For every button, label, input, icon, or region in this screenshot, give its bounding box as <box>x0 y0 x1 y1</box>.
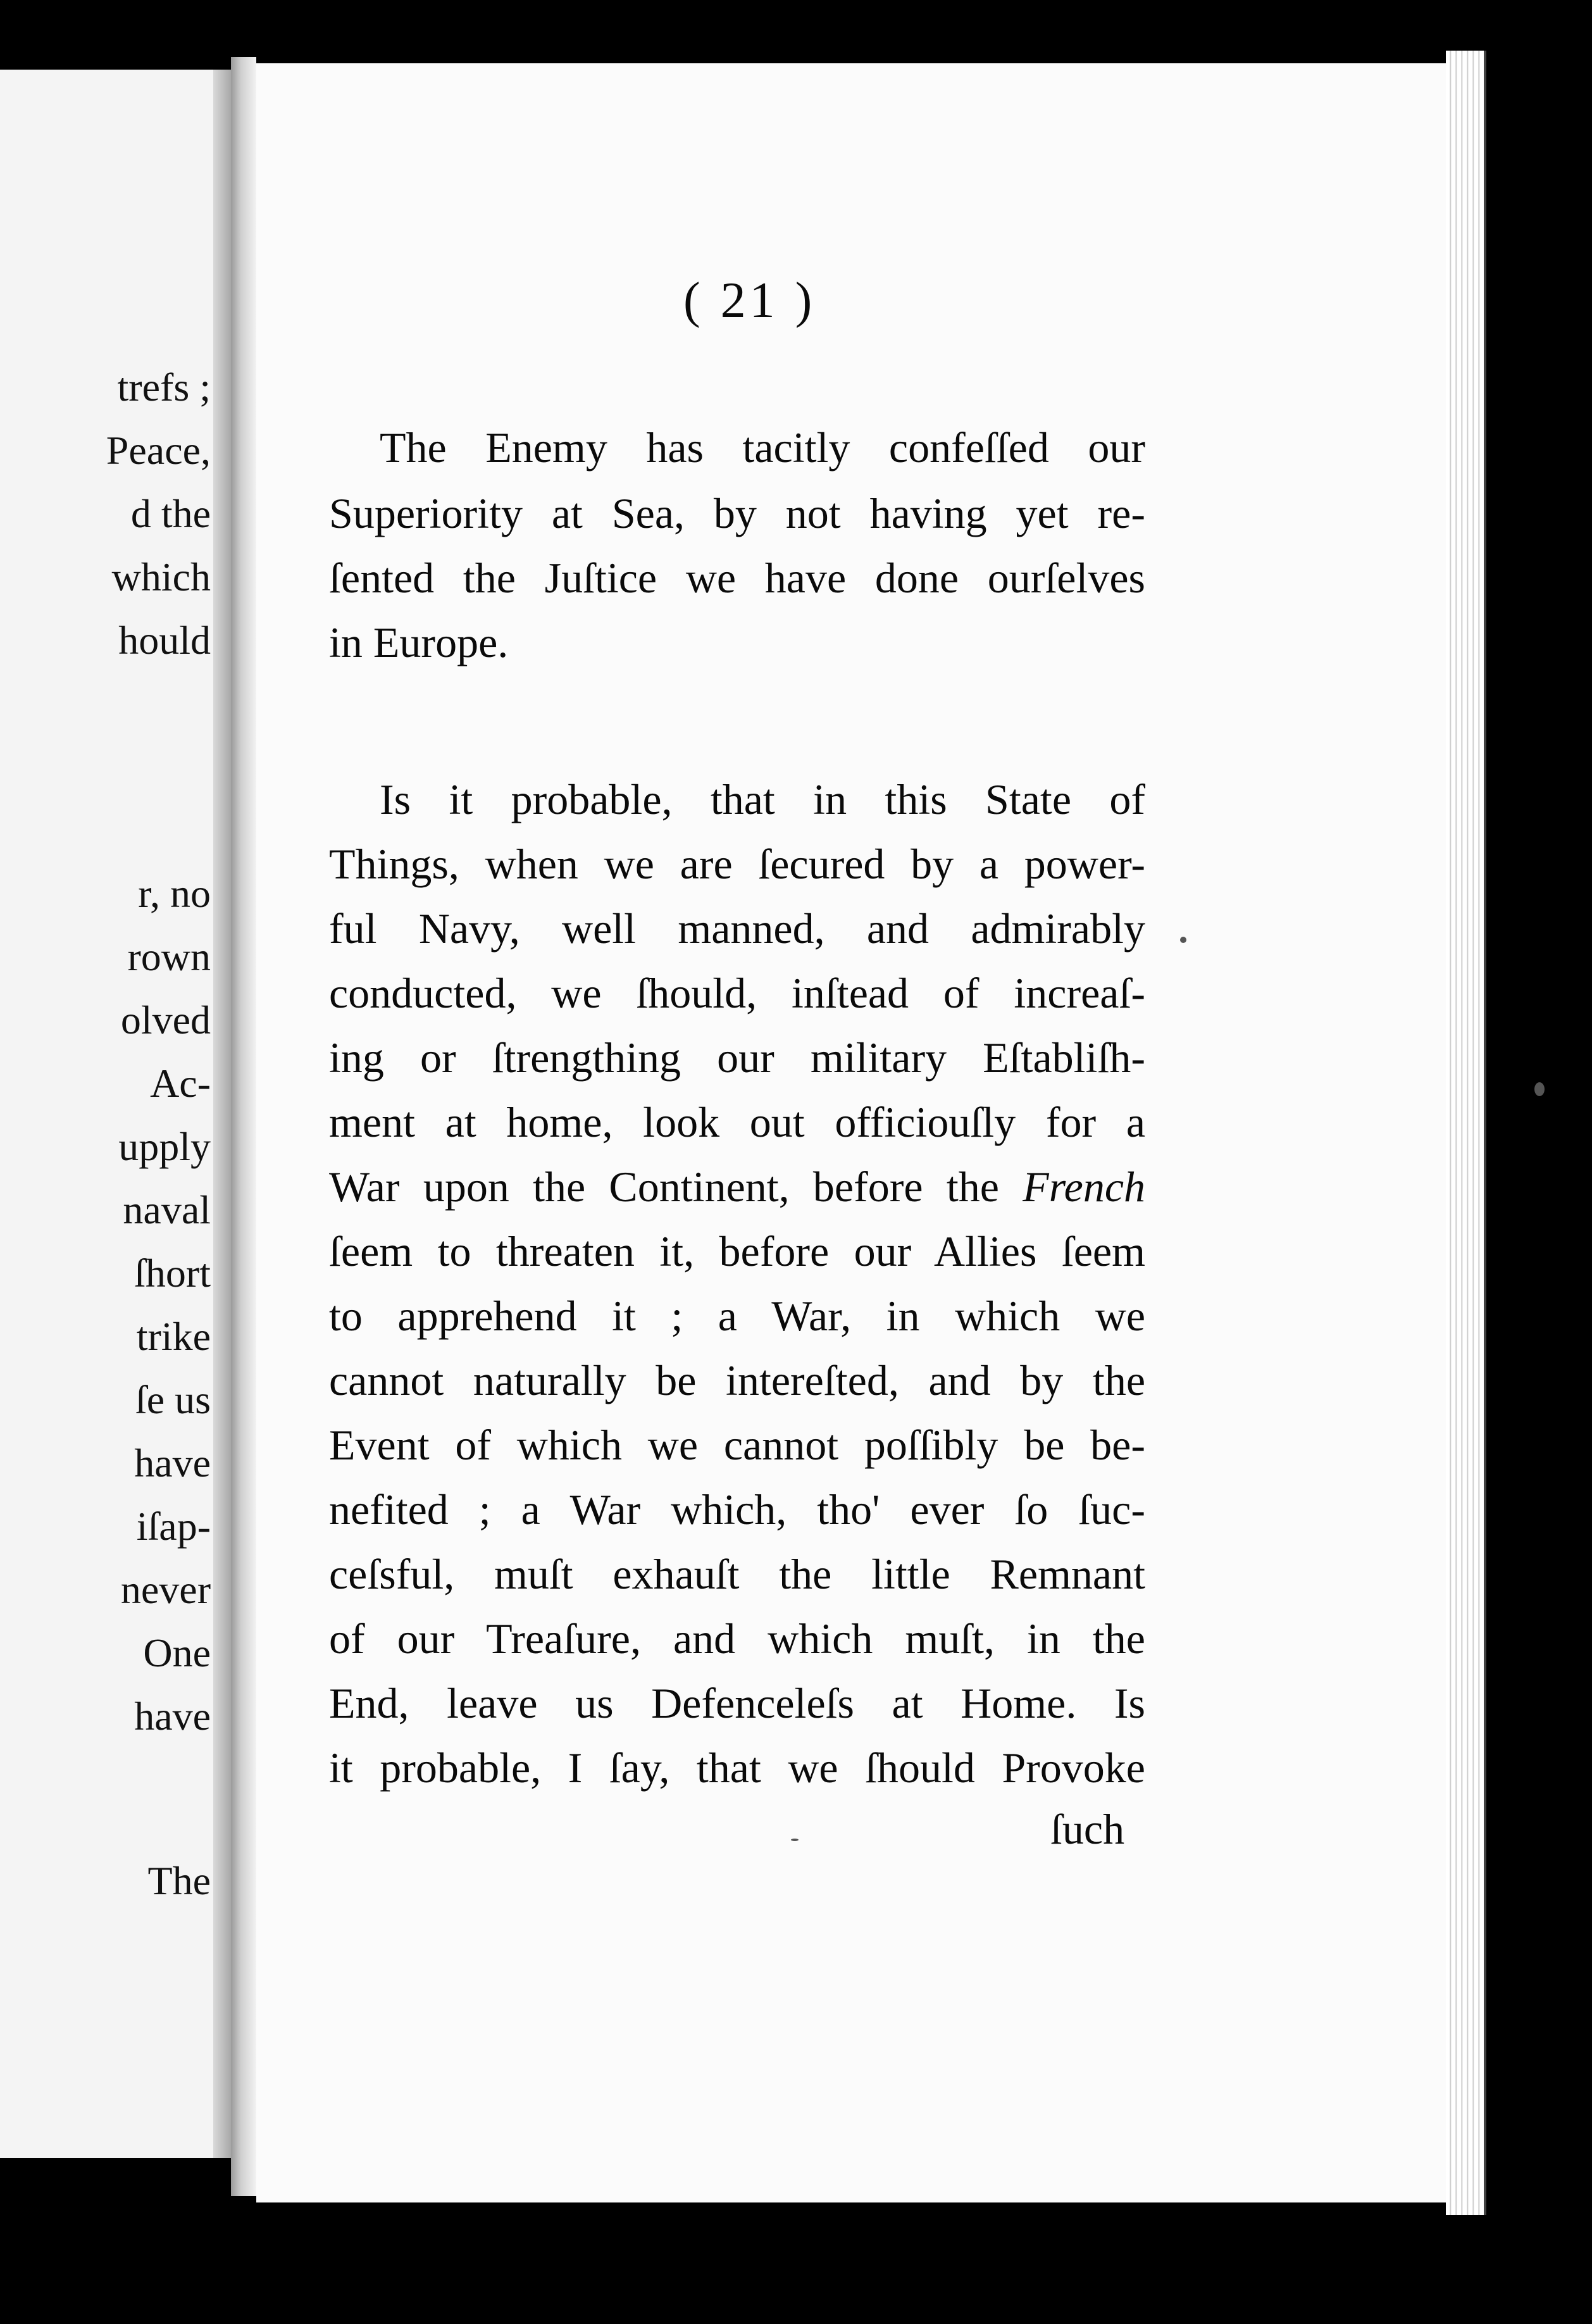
left-page-line: d the <box>130 491 211 536</box>
paragraph-2-line: of our Treaſure, and which muſt, in the <box>329 1615 1145 1663</box>
left-page-line: Ac- <box>150 1061 211 1106</box>
left-page-line: olved <box>120 997 211 1042</box>
paragraph-1-line: Superiority at Sea, by not having yet re- <box>329 489 1145 537</box>
scan-speck <box>1534 1082 1545 1096</box>
left-page-line: have <box>134 1694 211 1739</box>
italic-word: French <box>1023 1163 1145 1211</box>
left-page-line: upply <box>118 1124 211 1169</box>
left-page-line: naval <box>123 1187 211 1232</box>
left-page-line: have <box>134 1440 211 1485</box>
left-page-line: rown <box>127 934 211 979</box>
book-spine <box>231 57 256 2196</box>
paragraph-2-line: ceſsful, muſt exhauſt the little Remnant <box>329 1550 1145 1598</box>
paragraph-2-line: ful Navy, well manned, and admirably <box>329 904 1145 953</box>
left-page-fragment <box>0 70 231 2158</box>
left-page-line: which <box>111 554 211 599</box>
left-page-line: ſhort <box>134 1251 211 1296</box>
left-page-line: One <box>143 1630 211 1675</box>
paragraph-2-line: War upon the Continent, before the French <box>329 1163 1145 1211</box>
paragraph-2-line: nefited ; a War which, tho' ever ſo ſuc- <box>329 1485 1145 1534</box>
paragraph-2-line: to apprehend it ; a War, in which we <box>329 1292 1145 1340</box>
left-page-line: r, no <box>138 871 211 916</box>
paragraph-2-line: it probable, I ſay, that we ſhould Provoke <box>329 1744 1145 1792</box>
left-page-line: trike <box>136 1314 211 1359</box>
page-number: ( 21 ) <box>683 273 816 328</box>
scan-speck <box>791 1839 799 1841</box>
left-page-line: Peace, <box>106 428 211 473</box>
paragraph-1-line: in Europe. <box>329 618 509 666</box>
left-page-gutter <box>213 70 231 2158</box>
catchword: ſuch <box>1050 1805 1125 1853</box>
left-page-line: never <box>120 1567 211 1612</box>
paragraph-1-line: The Enemy has tacitly confeſſed our <box>380 423 1145 472</box>
left-page-line: trefs ; <box>117 365 211 409</box>
paragraph-2-line: End, leave us Defenceleſs at Home. Is <box>329 1679 1145 1727</box>
paragraph-2-line: conducted, we ſhould, inſtead of increaſ- <box>329 969 1145 1017</box>
paragraph-2-line: Event of which we cannot poſſibly be be- <box>329 1421 1145 1469</box>
left-page-line: hould <box>118 618 211 663</box>
paragraph-2-line: ment at home, look out officiouſly for a <box>329 1098 1145 1146</box>
left-page-line: ſe us <box>135 1377 211 1422</box>
left-page-line: The <box>147 1858 211 1903</box>
scan-speck <box>1180 937 1186 943</box>
paragraph-2-line: Things, when we are ſecured by a power- <box>329 840 1145 888</box>
paragraph-1-line: ſented the Juſtice we have done ourſelves <box>329 554 1145 602</box>
paragraph-2-line: ing or ſtrengthing our military Eſtabliſh- <box>329 1034 1145 1082</box>
paragraph-2-line: ſeem to threaten it, before our Allies ſeem <box>329 1227 1145 1275</box>
paragraph-2-line: Is it probable, that in this State of <box>380 775 1145 823</box>
page-edge <box>1446 51 1486 2215</box>
paragraph-2-line: cannot naturally be intereſted, and by the <box>329 1356 1145 1404</box>
left-page-line: iſap- <box>136 1504 211 1549</box>
